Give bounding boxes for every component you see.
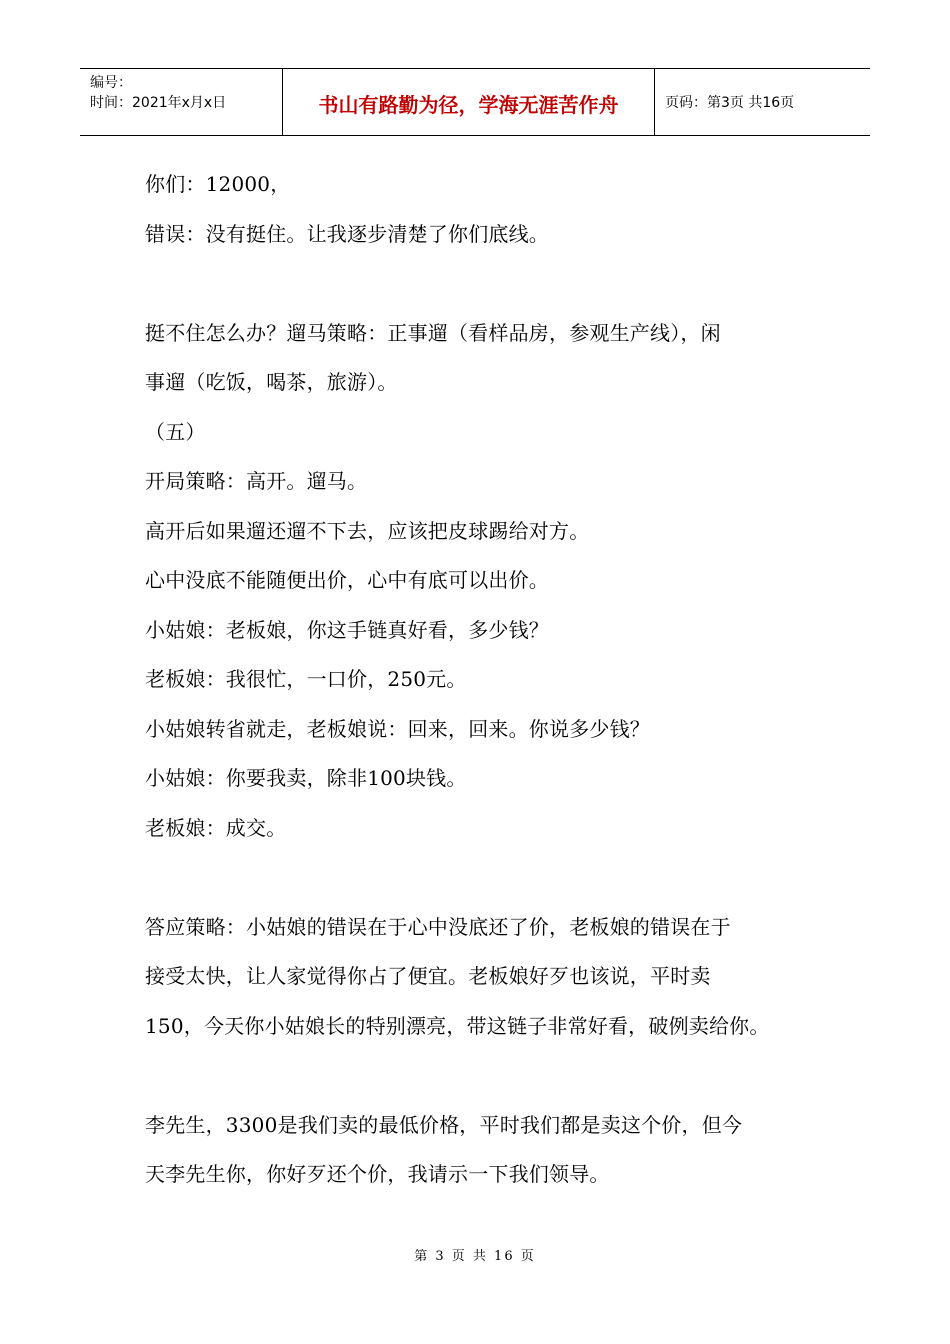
- page-header: [80, 68, 870, 136]
- body-line: 你们：12000，: [145, 172, 291, 196]
- blank-line: [145, 853, 835, 903]
- serial-number-label: 编号：: [90, 75, 132, 91]
- header-motto: 书山有路勤为径，学海无涯苦作舟: [282, 69, 655, 135]
- blank-line: [145, 1051, 835, 1101]
- date-label: 时间：2021年x月x日: [90, 95, 227, 111]
- body-line: 事遛（吃饭，喝茶，旅游）。: [145, 370, 398, 394]
- document-body: [145, 160, 835, 1200]
- header-meta: [80, 69, 282, 135]
- dialogue-line: 老板娘：我很忙，一口价，250元。: [145, 667, 467, 691]
- dialogue-line: 小姑娘：老板娘，你这手链真好看，多少钱？: [145, 617, 549, 642]
- blank-line: [145, 259, 835, 309]
- section-heading: （五）: [145, 419, 206, 444]
- body-line: 接受太快，让人家觉得你占了便宜。老板娘好歹也该说，平时卖: [145, 964, 711, 988]
- body-line: 李先生，3300是我们卖的最低价格，平时我们都是卖这个价，但今: [145, 1112, 743, 1137]
- body-line: 心中没底不能随便出价，心中有底可以出价。: [145, 568, 549, 592]
- body-line: 天李先生你，你好歹还个价，我请示一下我们领导。: [145, 1162, 610, 1186]
- body-line: 150，今天你小姑娘长的特别漂亮，带这链子非常好看，破例卖给你。: [145, 1013, 770, 1038]
- page-footer: 第 3 页 共 16 页: [414, 1249, 536, 1264]
- body-line: 挺不住怎么办？遛马策略：正事遛（看样品房，参观生产线），闲: [145, 320, 721, 345]
- body-line: 错误：没有挺住。让我逐步清楚了你们底线。: [145, 221, 549, 246]
- header-page-info: 页码：第3页 共16页: [665, 95, 795, 111]
- body-line: 答应策略：小姑娘的错误在于心中没底还了价，老板娘的错误在于: [145, 914, 731, 939]
- body-line: 高开后如果遛还遛不下去，应该把皮球踢给对方。: [145, 518, 590, 543]
- dialogue-line: 老板娘：成交。: [145, 815, 287, 840]
- dialogue-line: 小姑娘转省就走，老板娘说：回来，回来。你说多少钱？: [145, 716, 650, 741]
- dialogue-line: 小姑娘：你要我卖，除非100块钱。: [145, 766, 467, 790]
- body-line: 开局策略：高开。遛马。: [145, 469, 368, 493]
